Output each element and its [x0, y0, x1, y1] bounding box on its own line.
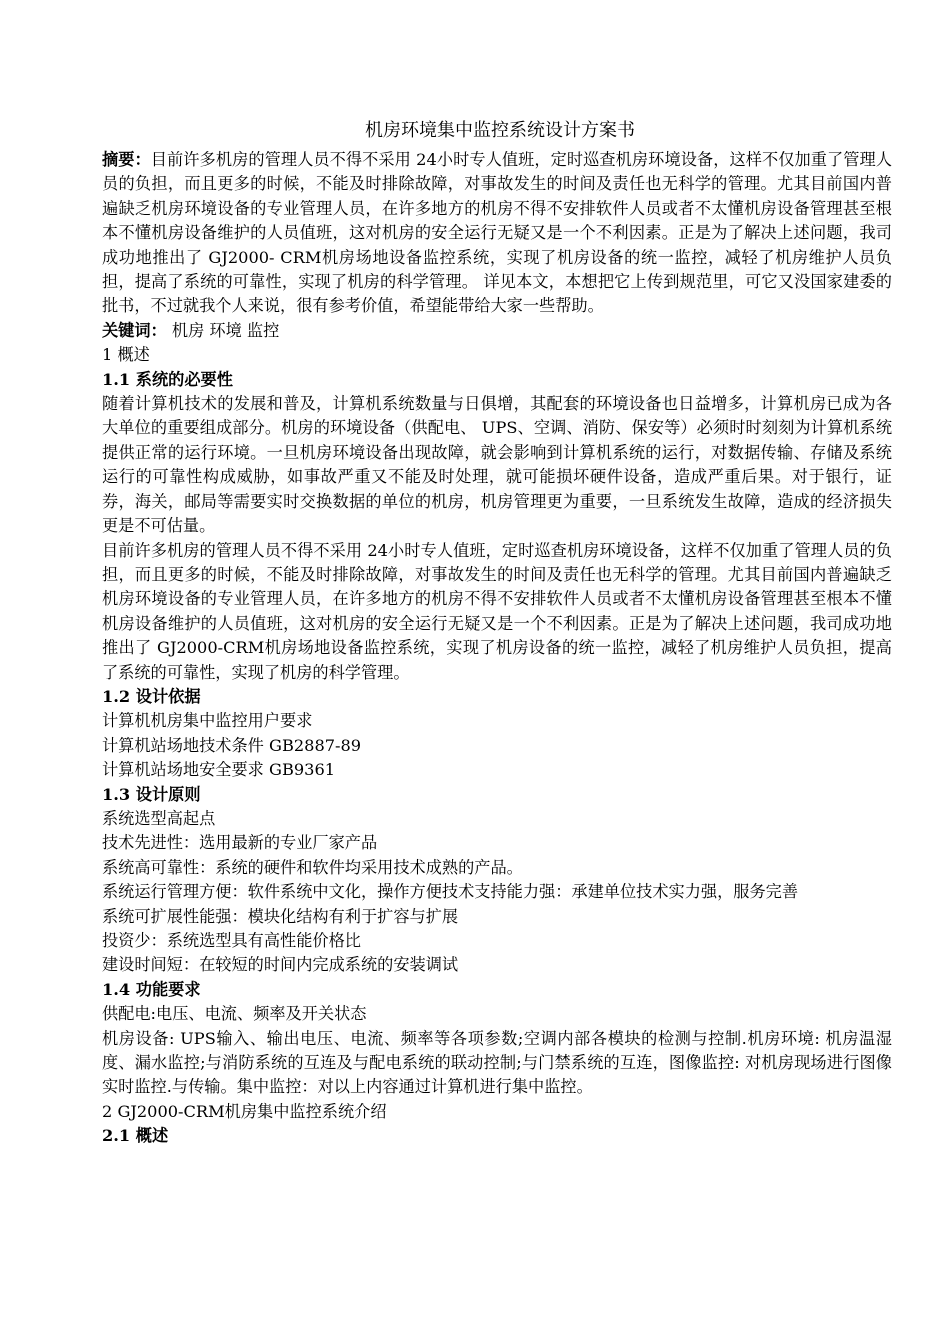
section-1-1-heading: 1.1 系统的必要性 [102, 369, 233, 389]
abstract-label: 摘要： [102, 150, 151, 169]
list-item: 系统选型高起点 [102, 808, 216, 828]
list-item: 系统高可靠性：系统的硬件和软件均采用技术成熟的产品。 [102, 857, 523, 877]
section-1-4-heading: 1.4 功能要求 [102, 979, 201, 999]
section-1-3-heading: 1.3 设计原则 [102, 784, 201, 804]
keywords-label: 关键词： [102, 320, 167, 340]
section-1-2-heading: 1.2 设计依据 [102, 686, 201, 706]
list-item: 计算机机房集中监控用户要求 [102, 711, 313, 731]
section-1-4-paragraph: 供配电:电压、电流、频率及开关状态 [102, 1004, 367, 1024]
keywords-text: 机房 环境 监控 [166, 320, 280, 340]
section-1-4-paragraph: 机房设备: UPS输入、输出电压、电流、频率等各项参数;空调内部各模块的检测与控制.机房环境: 机房温湿度、漏水监控;与消防系统的互连及与配电系统的联动控制;与门禁系统的互连，图像监控: 对机房现场进行图像实时监控.与传输。集中监控：对以上内容通过计算机进行集中监控。 [102, 1028, 892, 1097]
section-1-1-paragraph: 目前许多机房的管理人员不得不采用 24小时专人值班，定时巡查机房环境设备，这样不仅加重了管理人员的负担，而且更多的时候，不能及时排除故障，对事故发生的时间及责任也无科学的管理。尤其目前国内普遍缺乏机房环境设备的专业管理人员，在许多地方的机房不得不安排软件人员或者不太懂机房设备管理甚至根本不懂机房设备维护的人员值班，这对机房的安全运行无疑又是一个不利因素。正是为了解决上述问题，我司成功地推出了 GJ2000-CRM机房场地设备监控系统，实现了机房设备的统一监控，减轻了机房维护人员负担，提高了系统的可靠性，实现了机房的科学管理。 [102, 540, 892, 682]
list-item: 计算机站场地技术条件 GB2887-89 [102, 735, 362, 755]
list-item: 系统可扩展性能强：模块化结构有利于扩容与扩展 [102, 906, 459, 926]
abstract-paragraph [102, 148, 892, 319]
list-item: 技术先进性：选用最新的专业厂家产品 [102, 833, 378, 853]
section-2-1-heading: 2.1 概述 [102, 1126, 169, 1146]
section-2-heading: 2 GJ2000-CRM机房集中监控系统介绍 [102, 1101, 387, 1121]
list-item: 系统运行管理方便：软件系统中文化，操作方便技术支持能力强：承建单位技术实力强，服务完善 [102, 882, 799, 902]
section-1-heading: 1 概述 [102, 345, 150, 365]
section-1-1-paragraph: 随着计算机技术的发展和普及，计算机系统数量与日俱增，其配套的环境设备也日益增多，计算机房已成为各大单位的重要组成部分。机房的环境设备（供配电、 UPS、空调、消防、保安等）必须时时刻刻为计算机系统提供正常的运行环境。一旦机房环境设备出现故障，就会影响到计算机系统的运行，对数据传输、存储及系统运行的可靠性构成威胁，如事故严重又不能及时处理，就可能损坏硬件设备，造成严重后果。对于银行，证券，海关，邮局等需要实时交换数据的单位的机房，机房管理更为重要，一旦系统发生故障，造成的经济损失更是不可估量。 [102, 394, 892, 536]
abstract-text: 目前许多机房的管理人员不得不采用 24小时专人值班，定时巡查机房环境设备，这样不仅加重了管理人员的负担，而且更多的时候，不能及时排除故障，对事故发生的时间及责任也无科学的管理。尤其目前国内普遍缺乏机房环境设备的专业管理人员，在许多地方的机房不得不安排软件人员或者不太懂机房设备管理甚至根本不懂机房设备维护的人员值班，这对机房的安全运行无疑又是一个不利因素。正是为了解决上述问题，我司成功地推出了 GJ2000- CRM机房场地设备监控系统，实现了机房设备的统一监控，减轻了机房维护人员负担，提高了系统的可靠性，实现了机房的科学管理。 详见本文，本想把它上传到规范里，可它又没国家建委的批书，不过就我个人来说，很有参考价值，希望能带给大家一些帮助。 [102, 150, 892, 316]
document-title: 机房环境集中监控系统设计方案书 [365, 120, 635, 141]
list-item: 计算机站场地安全要求 GB9361 [102, 760, 336, 780]
keywords-line [102, 319, 892, 343]
list-item: 投资少：系统选型具有高性能价格比 [102, 931, 361, 950]
list-item: 建设时间短：在较短的时间内完成系统的安装调试 [102, 955, 459, 975]
